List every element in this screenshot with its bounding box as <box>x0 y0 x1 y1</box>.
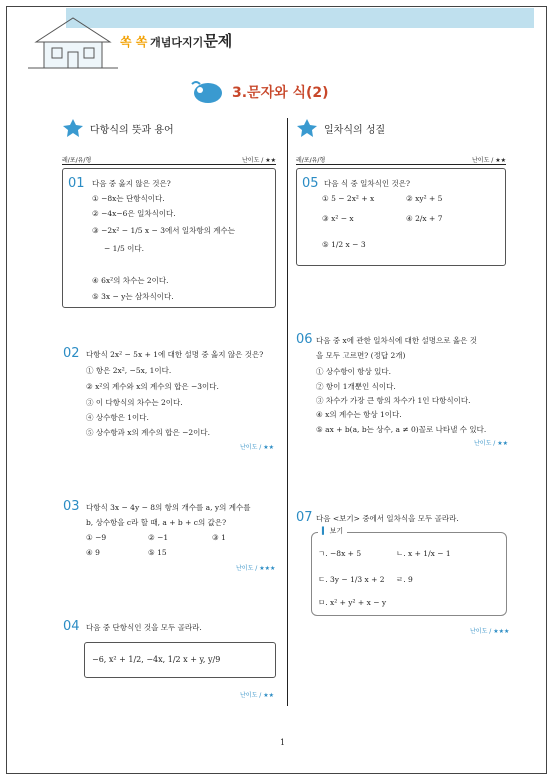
question-02-number: 02 <box>63 346 80 361</box>
question-05-choice: ③ x² − x <box>322 214 354 223</box>
bogi-item: ㄱ. −8x + 5 <box>318 549 362 558</box>
question-01-box <box>62 168 276 308</box>
question-01-number: 01 <box>68 176 85 191</box>
question-06-difficulty: 난이도 / ★★ <box>474 440 508 447</box>
question-06-stem: 을 모두 고르면? (정답 2개) <box>316 351 406 360</box>
question-04-stem: 다음 중 단항식인 것을 모두 골라라. <box>86 623 202 632</box>
question-02-choice: ④ 상수항은 1이다. <box>86 413 149 422</box>
question-06-choice: ⑤ ax + b(a, b는 상수, a ≠ 0)꼴로 나타낼 수 있다. <box>316 425 487 434</box>
house-illustration-icon <box>28 12 118 72</box>
question-02-difficulty: 난이도 / ★★ <box>240 444 274 451</box>
star-icon <box>62 118 84 138</box>
section-right <box>296 118 385 138</box>
question-01-choice: ③ −2x² − 1/5 x − 3에서 일차항의 계수는 <box>92 226 235 235</box>
question-06-choice: ④ x의 계수는 항상 1이다. <box>316 410 402 419</box>
question-07-number: 07 <box>296 510 313 525</box>
bogi-item: ㄴ. x + 1/x − 1 <box>396 549 451 558</box>
brand-title <box>120 30 232 51</box>
mascot-icon <box>186 78 226 106</box>
question-03-choice: ⑤ 15 <box>148 548 167 557</box>
bogi-item: ㄷ. 3y − 1/3 x + 2 <box>318 575 385 584</box>
brand-part3: 문제 <box>203 32 233 50</box>
question-01-choice: ② −4x−6은 일차식이다. <box>92 209 176 218</box>
question-05-choice: ④ 2/x + 7 <box>406 214 443 223</box>
question-02-choice: ⑤ 상수항과 x의 계수의 합은 −2이다. <box>86 428 211 437</box>
star-icon <box>296 118 318 138</box>
question-03-stem: b, 상수항을 c라 할 때, a + b + c의 값은? <box>86 518 227 527</box>
category-header-right <box>296 155 506 165</box>
question-07-difficulty: 난이도 / ★★★ <box>470 628 510 635</box>
question-06-number: 06 <box>296 332 313 347</box>
question-04-difficulty: 난이도 / ★★ <box>240 692 274 699</box>
question-01-choice: ④ 6x²의 차수는 2이다. <box>92 276 169 285</box>
header-banner <box>66 8 534 28</box>
section-right-title: 일차식의 성질 <box>324 124 386 136</box>
question-03-stem: 다항식 3x − 4y − 8의 항의 개수를 a, y의 계수를 <box>86 503 251 512</box>
question-06-choice: ② 항이 1개뿐인 식이다. <box>316 382 396 391</box>
category-label: 레/포/유/형 <box>296 157 326 164</box>
question-02-stem: 다항식 2x² − 5x + 1에 대한 설명 중 옳지 않은 것은? <box>86 350 264 359</box>
brand-part1: 쏙 쏙 <box>120 35 148 49</box>
category-label: 레/포/유/형 <box>62 157 92 164</box>
bogi-marker: ▍ <box>322 527 328 535</box>
question-01-choice: ⑤ 3x − y는 삼차식이다. <box>92 292 174 301</box>
question-01-stem: 다음 중 옳지 않은 것은? <box>92 179 171 188</box>
question-05-number: 05 <box>302 176 319 191</box>
question-02-choice: ① 항은 2x², −5x, 1이다. <box>86 366 172 375</box>
chapter-heading <box>186 78 329 106</box>
question-02-choice: ③ 이 다항식의 차수는 2이다. <box>86 398 183 407</box>
section-left <box>62 118 174 138</box>
page-number: 1 <box>280 738 286 747</box>
bogi-item: ㄹ. 9 <box>396 575 413 584</box>
bogi-label <box>318 526 347 536</box>
section-left-title: 다항식의 뜻과 용어 <box>90 124 174 136</box>
question-04-expressions: −6, x² + 1/2, −4x, 1/2 x + y, y/9 <box>92 655 221 664</box>
question-05-choice: ⑤ 1/2 x − 3 <box>322 240 366 249</box>
question-02-choice: ② x²의 계수와 x의 계수의 합은 −3이다. <box>86 382 219 391</box>
bogi-label-text: 보기 <box>329 527 344 535</box>
brand-part2: 개념다지기 <box>150 36 204 49</box>
bogi-item: ㅁ. x² + y² + x − y <box>318 598 387 607</box>
question-03-difficulty: 난이도 / ★★★ <box>236 565 276 572</box>
question-05-choice: ① 5 − 2x² + x <box>322 194 375 203</box>
question-03-choice: ④ 9 <box>86 548 100 557</box>
difficulty-label: 난이도 / ★★ <box>472 157 506 164</box>
question-03-choice: ③ 1 <box>212 533 226 542</box>
chapter-title: 3.문자와 식(2) <box>232 85 329 101</box>
question-06-choice: ③ 차수가 가장 큰 항의 차수가 1인 다항식이다. <box>316 396 471 405</box>
column-divider <box>287 118 288 706</box>
question-06-stem: 다음 중 x에 관한 일차식에 대한 설명으로 옳은 것 <box>316 336 477 345</box>
category-header-left <box>62 155 276 165</box>
question-01-choice: − 1/5 이다. <box>104 244 144 253</box>
difficulty-label: 난이도 / ★★ <box>242 157 276 164</box>
question-05-choice: ② xy² + 5 <box>406 194 443 203</box>
question-07-stem: 다음 <보기> 중에서 일차식을 모두 골라라. <box>316 514 459 523</box>
question-05-stem: 다음 식 중 일차식인 것은? <box>324 179 411 188</box>
question-03-choice: ② −1 <box>148 533 169 542</box>
question-03-number: 03 <box>63 499 80 514</box>
question-06-choice: ① 상수항이 항상 있다. <box>316 367 391 376</box>
question-01-choice: ① −8x는 단항식이다. <box>92 194 165 203</box>
question-04-number: 04 <box>63 619 80 634</box>
question-03-choice: ① −9 <box>86 533 107 542</box>
